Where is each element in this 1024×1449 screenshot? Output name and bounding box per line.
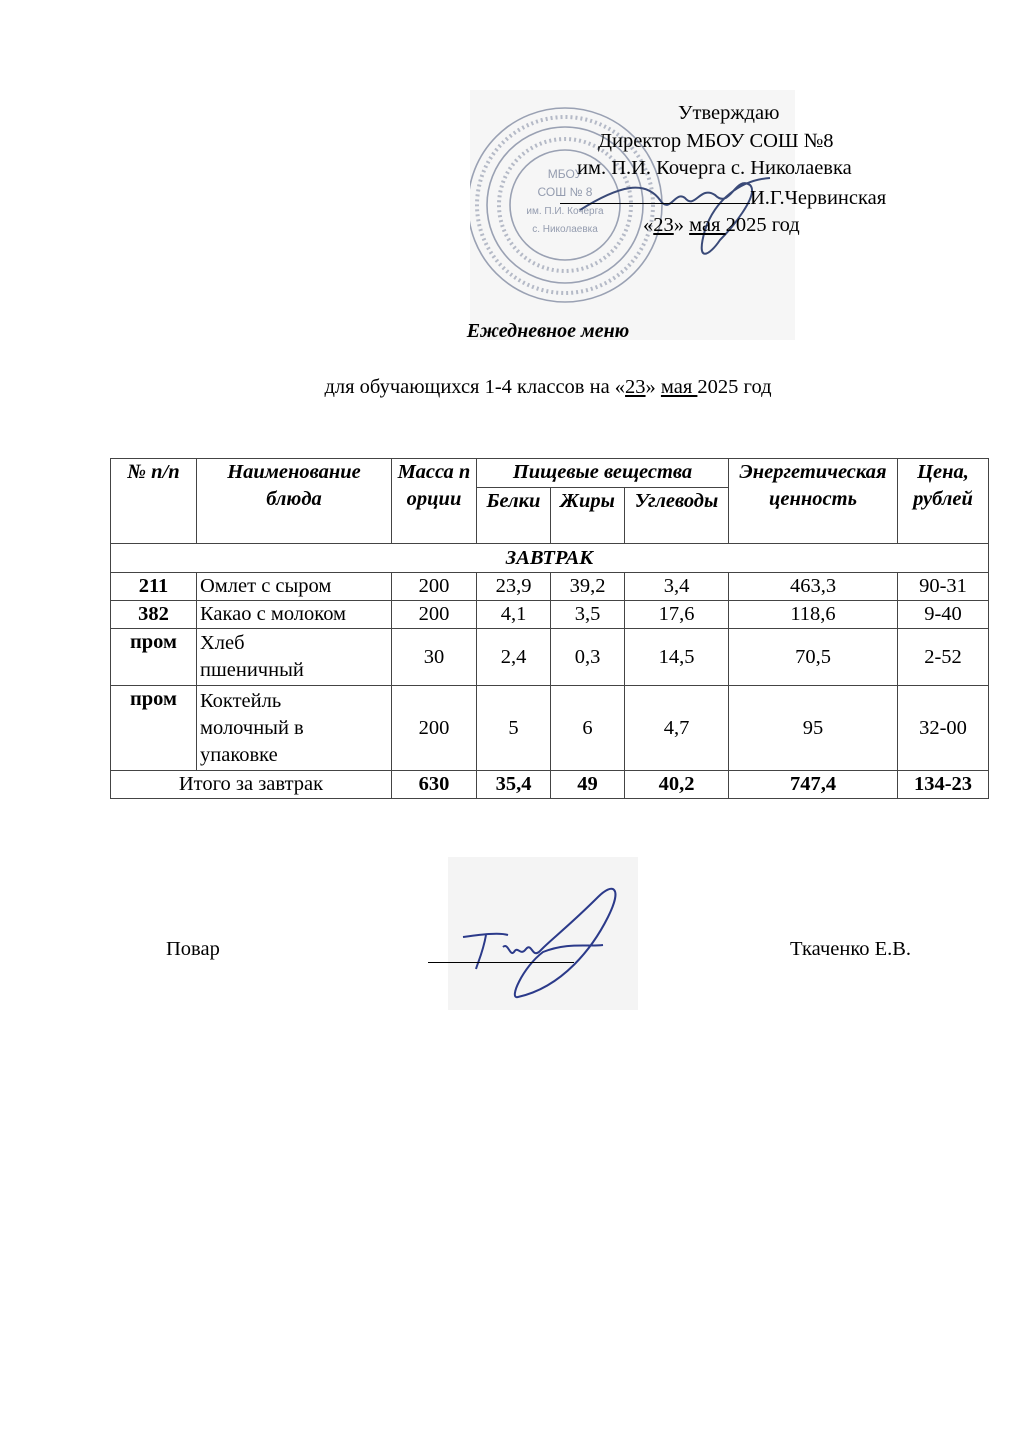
header-fat: Жиры xyxy=(551,488,625,544)
signature-line xyxy=(560,183,750,204)
header-nutrients: Пищевые вещества xyxy=(477,459,729,488)
page-subtitle: для обучающихся 1-4 классов на «23» мая 2025 год xyxy=(324,376,772,398)
cook-signature xyxy=(448,857,638,1010)
cell-price: 2-52 xyxy=(898,629,989,686)
approval-date: «23» мая 2025 год xyxy=(643,214,800,236)
cell-energy: 463,3 xyxy=(729,573,898,601)
total-mass: 630 xyxy=(392,771,477,799)
menu-table xyxy=(110,458,989,799)
cook-signature-image xyxy=(448,857,638,1010)
header-energy: Энергетическая ценность xyxy=(729,459,898,544)
header-price: Цена, рублей xyxy=(898,459,989,544)
approval-heading: Утверждаю xyxy=(678,102,780,124)
approval-position: Директор МБОУ СОШ №8 xyxy=(598,129,834,152)
approval-signer: И.Г.Червинская xyxy=(750,186,887,209)
cell-num: пром xyxy=(111,629,197,686)
cell-price: 9-40 xyxy=(898,601,989,629)
cell-energy: 118,6 xyxy=(729,601,898,629)
cell-mass: 200 xyxy=(392,601,477,629)
header-name: Наименование блюда xyxy=(197,459,392,544)
stamp-text: им. П.И. Кочерга xyxy=(526,206,604,217)
cell-protein: 23,9 xyxy=(477,573,551,601)
cell-fat: 3,5 xyxy=(551,601,625,629)
approval-school: им. П.И. Кочерга с. Николаевка xyxy=(577,157,852,179)
stamp-text: МБОУ xyxy=(547,167,583,181)
cell-num: пром xyxy=(111,686,197,771)
total-row xyxy=(111,771,989,799)
cell-energy: 70,5 xyxy=(729,629,898,686)
page-title: Ежедневное меню xyxy=(466,320,630,342)
total-fat: 49 xyxy=(551,771,625,799)
cell-num: 382 xyxy=(111,601,197,629)
cell-price: 32-00 xyxy=(898,686,989,771)
approval-block xyxy=(560,100,940,240)
cell-mass: 200 xyxy=(392,573,477,601)
header-carbs: Углеводы xyxy=(625,488,729,544)
cell-protein: 2,4 xyxy=(477,629,551,686)
cell-carbs: 4,7 xyxy=(625,686,729,771)
header-num: № п/п xyxy=(111,459,197,544)
total-label: Итого за завтрак xyxy=(111,771,392,799)
cell-name: Омлет с сыром xyxy=(197,573,392,601)
header-mass: Масса порции xyxy=(392,459,477,544)
cell-carbs: 3,4 xyxy=(625,573,729,601)
cell-protein: 4,1 xyxy=(477,601,551,629)
table-row xyxy=(111,573,989,601)
cell-fat: 39,2 xyxy=(551,573,625,601)
cook-name: Ткаченко Е.В. xyxy=(790,938,912,960)
cook-role: Повар xyxy=(166,938,220,960)
section-breakfast: ЗАВТРАК xyxy=(111,544,989,573)
cell-name: Хлеб пшеничный xyxy=(197,629,392,686)
stamp-text: СОШ № 8 xyxy=(537,185,593,199)
table-row xyxy=(111,601,989,629)
header-protein: Белки xyxy=(477,488,551,544)
total-price: 134-23 xyxy=(898,771,989,799)
cell-num: 211 xyxy=(111,573,197,601)
cell-protein: 5 xyxy=(477,686,551,771)
total-carbs: 40,2 xyxy=(625,771,729,799)
total-energy: 747,4 xyxy=(729,771,898,799)
cell-mass: 30 xyxy=(392,629,477,686)
table-row xyxy=(111,629,989,686)
table-row xyxy=(111,686,989,771)
cell-mass: 200 xyxy=(392,686,477,771)
total-protein: 35,4 xyxy=(477,771,551,799)
cook-signature-line xyxy=(428,962,574,963)
cell-name: Коктейль молочный в упаковке xyxy=(197,686,392,771)
stamp-text: с. Николаевка xyxy=(532,224,598,235)
cell-fat: 0,3 xyxy=(551,629,625,686)
cell-carbs: 17,6 xyxy=(625,601,729,629)
cell-energy: 95 xyxy=(729,686,898,771)
cell-fat: 6 xyxy=(551,686,625,771)
cell-carbs: 14,5 xyxy=(625,629,729,686)
cell-price: 90-31 xyxy=(898,573,989,601)
cell-name: Какао с молоком xyxy=(197,601,392,629)
